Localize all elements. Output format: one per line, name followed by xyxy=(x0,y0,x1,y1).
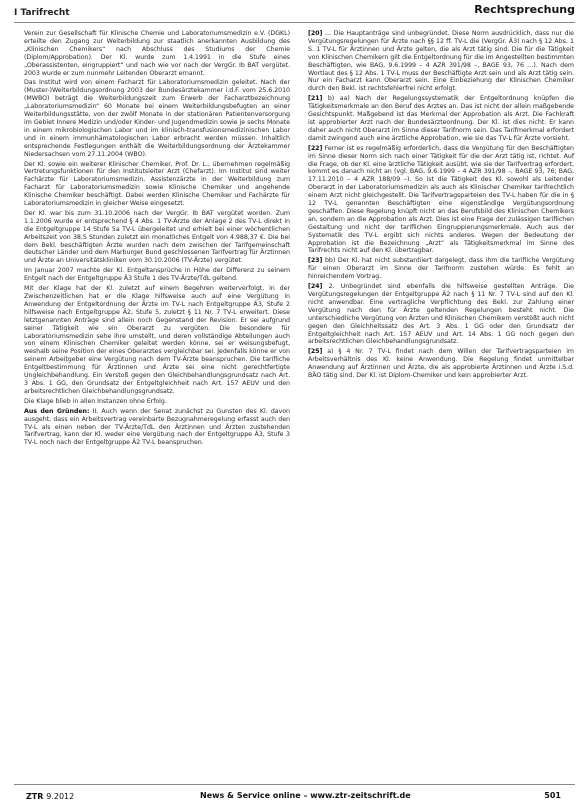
numbered-paragraph xyxy=(308,257,574,281)
right-column xyxy=(308,30,574,382)
issue-number: 9.2012 xyxy=(46,792,75,801)
paragraph-text: Ferner ist es regelmäßig erforderlich, dass die Vergütung für den Beschäftigten im Sinne dieser Norm sich nach einer Tätigkeit für die der Arzt tätig ist, richtet. Auf die Frage, ob der Kl. eine ärztliche Tätigkeit ausübt, wie sie der Tarifvertrag erfordert, kommt es danach nicht an (vgl. BAG, 9.6.1999 – 4 AZR 391/98 –, BAGE 93, 76; BAG, 17.11.2010 – 4 AZR 188/09 –). So ist die Tätigkeit des Kl. sowohl als Leitender Oberarzt in der Laboratoriumsmedizin als auch als Klinischer Chemiker tarifrechtlich einem Arzt nicht gleichgestellt. Die Tarifvertragsparteien des TV-L haben für die in § 12 TV-L genannten Beschäftigten eine eigenständige Vergütungsordnung geschaffen. Diese Regelung knüpft nicht an das Berufsbild des Klinischen Chemikers an, sondern an die Approbation als Arzt. Dies ist eine Frage der zulässigen tariflichen Gestaltung und nicht der tariflichen Eingruppierungsmerkmale. Auch aus der Systematik des TV-L ergibt sich nichts anderes. Wegen der Bedeutung der Approbation ist die Bezeichnung „Arzt“ als Tätigkeitsmerkmal im Sinne des Tarifrechts nicht auf den Kl. übertragbar. xyxy=(308,144,575,255)
numbered-paragraph xyxy=(308,145,574,256)
paragraph-text: a) § 4 Nr. 7 TV-L findet nach dem Willen der Tarifvertragsparteien im Arbeitsverhältnis des Kl. keine Anwendung. Die Regelung findet unmittelbar Anwendung auf Ärztinnen und Ärzte, die als approbierte Ärztinnen und Ärzte i.S.d. BÄO tätig sind. Der Kl. ist Diplom-Chemiker und kein approbierter Arzt. xyxy=(308,348,574,380)
category-label: Rechtsprechung xyxy=(474,3,575,16)
paragraph-text: b) aa) Nach der Regelungssystematik der Entgeltordnung knüpfen die Tätigkeitsmerkmale an den Beruf des Arztes an. Das ist nicht der allein maßgebende Gesichtspunkt. Maßgebend ist das Merkmal der Approbation als Arzt. Die Fachkraft ist approbierter Arzt nach der Bundesärzteordnung. Der Kl. ist dies nicht. Er kann daher auch nicht Oberarzt im Sinne dieser Tarifnorm sein. Das Tarifmerkmal erfordert damit zwingend auch eine ärztliche Approbation, wie sie das TV-L für Ärzte vorsieht. xyxy=(308,95,575,142)
reasons-paragraph xyxy=(24,408,290,448)
header-divider xyxy=(14,22,575,23)
footer-divider xyxy=(14,784,575,785)
section-label: I Tarifrecht xyxy=(14,8,70,18)
paragraph-text: bb) Der Kl. hat nicht substantiiert dargelegt, dass ihm die tarifliche Vergütung für einen Oberarzt im Sinne der Tarifnorm zustehen würde. Es fehlt an hinreichendem Vortrag. xyxy=(308,257,575,281)
paragraph-number: [23] xyxy=(308,257,323,265)
paragraph: Das Institut wird von einem Facharzt für Laboratoriumsmedizin geleitet. Nach der (Muster-)Weiterbildungsordnung 2003 der Bundesärztekammer i.d.F. vom 25.6.2010 (MWBO) beträgt die Weiterbildungszeit zum Erwerb der Facharztbezeichnung „Laboratoriumsmedizin“ 60 Monate bei einem Weiterbildungsbefugten an einer Weiterbildungsstätte, von der zwölf Monate in der stationären Patientenversorgung im Gebiet Innere Medizin und/oder Kinder- und Jugendmedizin sowie je sechs Monate in einem mikrobiologischen Labor und im klinisch-transfusionsmedizinischen Labor und in einem immunhämatologischen Labor erbracht werden müssen. Inhaltlich entsprechende Festlegungen enthält die Weiterbildungsordnung der Ärztekammer Niedersachsen vom 27.11.2004 (WBO). xyxy=(24,79,290,158)
numbered-paragraph xyxy=(308,30,574,93)
paragraph: Verein zur Gesellschaft für Klinische Chemie und Laboratoriumsmedizin e.V. (DGKL) erteilte den Zugang zur Weiterbildung zur staatlich anerkannten Ausbildung des „Klinischen Chemikers“ nach Abschluss des Studiums der Chemie (Diplom/Approbation). Der Kl. wurde zum 1.4.1991 in die Stufe eines „Oberassistenten, eingruppiert“ und nach wie vor nach der VergGr. Ib BAT vergütet. 2003 wurde er zum nunmehr Leitenden Oberarzt ernannt. xyxy=(24,30,290,77)
paragraph-number: [22] xyxy=(308,144,323,152)
paragraph: Der Kl. war bis zum 31.10.2006 nach der VergGr. Ib BAT vergütet worden. Zum 1.1.2006 wurde er entsprechend § 4 Abs. 1 TV-Ärzte der Anlage 2 des TV-L direkt in die Entgeltgruppe 14 Stufe 5a TV-L übergeleitet und erhielt bei einer wöchentlichen Arbeitszeit von 38,5 Stunden zuletzt ein monatliches Entgelt von 4.988,37 €. Die bei dem Bekl. beschäftigten Ärzte wurden nach dem zwischen der Tarifgemeinschaft deutscher Länder und dem Marburger Bund geschlossenen Tarifvertrag für Ärztinnen und Ärzte an Universitätskliniken vom 30.10.2006 (TV-Ärzte) vergütet. xyxy=(24,209,290,265)
numbered-paragraph xyxy=(308,95,574,142)
paragraph: Im Januar 2007 machte der Kl. Entgeltansprüche in Höhe der Differenz zu seinem Entgelt nach der Entgeltgruppe Ä3 Stufe 1 des TV-Ärzte/TdL geltend. xyxy=(24,267,290,283)
paragraph-text: II. Auch wenn der Senat zunächst zu Gunsten des Kl. davon ausgeht, dass ein Arbeitsvertrag vereinbarte Bezugnahmeregelung erfasst auch den TV-L als einen neben der TV-Ärzte/TdL den Ärztinnen und Ärzten zustehenden Tarifvertrag, kann der Kl. weder eine Vergütung nach der Entgeltgruppe Ä3, Stufe 3 TV-L noch nach der Entgeltgruppe Ä2 TV-L beanspruchen. xyxy=(24,407,291,447)
journal-issue xyxy=(26,792,74,801)
section-heading: Aus den Gründen: xyxy=(24,407,90,415)
numbered-paragraph xyxy=(308,283,574,346)
paragraph: Der Kl. sowie ein weiterer Klinischer Chemiker, Prof. Dr. L., übernehmen regelmäßig Vertretungsfunktionen für den Institutsleiter Arzt (Chefarzt). Im Institut sind weiter Fachärzte für Laboratoriumsmedizin, Assistenzärzte in der Weiterbildung zum Facharzt für Laboratoriumsmedizin sowie Klinische Chemiker und angehende Klinische Chemiker beschäftigt. Dabei werden Klinische Chemiker und Fachärzte für Laboratoriumsmedizin in gleicher Weise eingesetzt. xyxy=(24,160,290,208)
paragraph-text: … Die Hauptanträge sind unbegründet. Diese Norm ausdrücklich, dass nur die Vergütungsregelungen für Ärzte nach §§ 12 ff. TV-L die (VergGr. Ä3) nach § 12 Abs. 1 S. 1 TV-L für Ärztinnen und Ärzte gelten, die als Arzt tätig sind. Die für die Tätigkeit von Klinischen Chemikern gilt die Entgeltordnung für die im Angestellten bestimmten Beschäftigten, wie BAG, 9.6.1999 – 4 AZR 391/98 –, BAGE 93, 76 …). Nach dem Wortlaut des § 12 Abs. 1 TV-L muss der Beschäftigte Arzt sein und als Arzt tätig sein. Nur ein Facharzt kann Oberarzt sein. Eine Einbeziehung der Klinischen Chemiker durch den Bekl. ist rechtsfehlerfrei nicht erfolgt. xyxy=(308,30,575,93)
page-number: 501 xyxy=(544,791,561,800)
left-column xyxy=(24,30,290,449)
page-header xyxy=(0,0,587,24)
paragraph-number: [21] xyxy=(308,95,323,103)
paragraph: Die Klage blieb in allen Instanzen ohne Erfolg. xyxy=(24,397,167,405)
journal-name: ZTR xyxy=(26,792,44,801)
page-footer xyxy=(0,780,587,810)
paragraph-text: 2. Unbegründet sind ebenfalls die hilfsweise gestellten Anträge. Die Vergütungsregelungen der Entgeltgruppe Ä2 nach § 11 Nr. 7 TV-L sind auf den Kl. nicht anwendbar. Eine vertragliche Verpflichtung des Bekl. zur Zahlung einer Vergütung nach den für Ärzte geltenden Regelungen besteht nicht. Die unterschiedliche Vergütung von Ärzten und Klinischen Chemikern verstößt auch nicht gegen den Gleichheitssatz des Art. 3 Abs. 1 GG oder den Grundsatz der Entgeltgleichheit nach Art. 157 AEUV und Art. 14 Abs. 1 GG noch gegen den arbeitsrechtlichen Gleichbehandlungsgrundsatz. xyxy=(308,283,574,346)
paragraph-number: [20] xyxy=(308,30,323,37)
paragraph: Mit der Klage hat der Kl. zuletzt auf einem Begehren weiterverfolgt, in der Zwischenzeitlichen hat er die Klage hilfsweise auch auf eine Vergütung in Anwendung der Entgeltordnung der Ärzte im TV-L nach Entgeltgruppe Ä3, Stufe 2 hilfsweise nach Entgeltgruppe Ä2, Stufe 5, zuletzt § 11 Nr. 7 TV-L erweitert. Diese letztgenannten Anträge sind allein noch Gegenstand der Revision. Er sei aufgrund seiner Tätigkeit wie ein Oberarzt zu vergüten. Die besondere für Laboratoriumsmedizin sehe ihre umstellt, und deren vollständige Abteilungen auch von einem Klinischen Chemiker geleitet werden könne, sei er weisungsbefugt, weshalb seine Position der eines Oberarztes vergleichbar sei. Jedenfalls könne er von seinem Arbeitgeber eine Vergütung nach dem TV-Ärzte beanspruchen. Die tarifliche Entgeltbestimmung für Ärztinnen und Ärzte sei eine nicht gerechtfertigte Ungleichbehandlung. Ein Verstoß gegen den Gleichbehandlungsgrundsatz nach Art. 3 Abs. 1 GG, den Grundsatz der Entgeltgleichheit nach Art. 157 AEUV und den arbeitsrechtlichen Gleichbehandlungsgrundsatz. xyxy=(24,285,290,395)
paragraph-number: [25] xyxy=(308,348,323,356)
footer-website-link[interactable]: News & Service online – www.ztr-zeitschrift.de xyxy=(200,791,411,800)
numbered-paragraph xyxy=(308,348,574,380)
paragraph-number: [24] xyxy=(308,283,323,291)
